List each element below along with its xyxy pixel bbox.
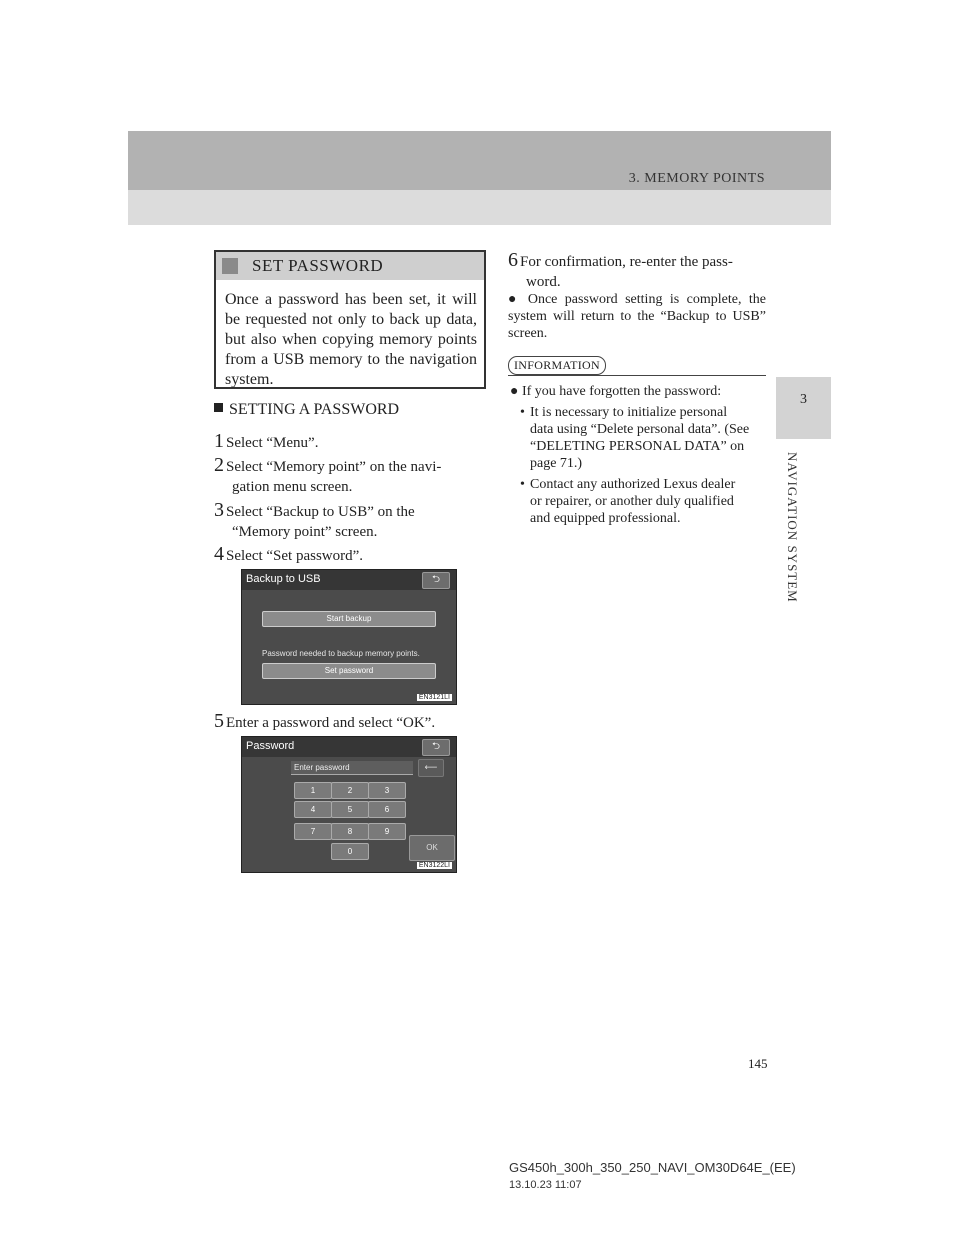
back-button[interactable]: ⮌ <box>422 572 450 589</box>
dot-icon: • <box>520 405 525 420</box>
information-rule <box>508 375 766 376</box>
chapter-label: NAVIGATION SYSTEM <box>785 452 800 603</box>
page-header <box>128 131 831 225</box>
password-input[interactable]: Enter password <box>291 761 413 775</box>
key-0[interactable]: 0 <box>331 843 369 860</box>
subheading-text: SETTING A PASSWORD <box>229 401 400 418</box>
info-item-text: It is necessary to initialize personal <box>530 405 728 420</box>
square-bullet-icon <box>214 403 223 412</box>
info-item-2 <box>520 476 756 527</box>
screen-title-bar <box>242 570 456 590</box>
backspace-button[interactable]: ⟵ <box>418 759 444 777</box>
screen-title: Backup to USB <box>246 573 321 585</box>
step-text-cont: “Memory point” screen. <box>232 524 378 540</box>
chapter-number: 3 <box>800 392 807 407</box>
info-bullet-text: If you have forgotten the password: <box>521 384 722 399</box>
step-number: 1 <box>214 430 224 452</box>
subheading <box>214 401 399 419</box>
key-1[interactable]: 1 <box>294 782 332 799</box>
key-7[interactable]: 7 <box>294 823 332 840</box>
key-2[interactable]: 2 <box>331 782 369 799</box>
key-9[interactable]: 9 <box>368 823 406 840</box>
key-5[interactable]: 5 <box>331 801 369 818</box>
info-item-text-cont: data using “Delete personal data”. (See “DELETING PERSONAL DATA” on page 71.) <box>530 422 750 471</box>
footer-doc-id: GS450h_300h_350_250_NAVI_OM30D64E_(EE) <box>509 1160 796 1175</box>
key-6[interactable]: 6 <box>368 801 406 818</box>
section-title: SET PASSWORD <box>252 256 384 275</box>
screen-title-bar <box>242 737 456 757</box>
information-tag: INFORMATION <box>508 356 606 375</box>
password-note: Password needed to backup memory points. <box>262 649 420 658</box>
step-number: 6 <box>508 249 518 271</box>
header-title: 3. MEMORY POINTS <box>628 171 765 186</box>
dot-icon: • <box>520 477 525 492</box>
chapter-tab <box>776 377 831 439</box>
password-screen <box>241 736 457 873</box>
backup-to-usb-screen <box>241 569 457 705</box>
step-3 <box>214 500 482 542</box>
section-box <box>214 250 486 389</box>
ok-button[interactable]: OK <box>409 835 455 861</box>
step-text-cont: word. <box>526 274 561 290</box>
round-bullet-icon: ● <box>508 292 521 307</box>
footer-timestamp: 13.10.23 11:07 <box>509 1179 582 1191</box>
figure-code: EN3122LI <box>418 862 450 869</box>
step-text: For confirmation, re-enter the pass- <box>520 254 733 270</box>
step-text: Select “Set password”. <box>226 548 364 564</box>
section-body: Once a password has been set, it will be requested not only to back up data, but also when copying memory points from a USB memory to the navigation system. <box>225 291 477 388</box>
step-number: 2 <box>214 454 224 476</box>
step-text: Select “Backup to USB” on the <box>226 504 415 520</box>
step-4 <box>214 544 482 566</box>
round-bullet-icon: ● <box>510 384 519 399</box>
key-4[interactable]: 4 <box>294 801 332 818</box>
step-number: 3 <box>214 499 224 521</box>
start-backup-button[interactable]: Start backup <box>262 611 436 627</box>
step-text: Select “Menu”. <box>226 435 319 451</box>
page-number: 145 <box>748 1056 768 1071</box>
step-5 <box>214 711 482 733</box>
section-square-icon <box>222 258 238 274</box>
info-item-text-cont: or repairer, or another duly qualified and equipped professional. <box>530 494 734 526</box>
figure-code: EN3121LI <box>418 694 450 701</box>
step-number: 4 <box>214 543 224 565</box>
step-text-cont: gation menu screen. <box>232 479 353 495</box>
key-3[interactable]: 3 <box>368 782 406 799</box>
step-6 <box>508 250 770 292</box>
section-header <box>216 252 484 280</box>
step-2 <box>214 455 482 497</box>
completion-note-text: Once password setting is complete, the system will return to the “Backup to USB” screen. <box>508 292 766 341</box>
step-text: Select “Memory point” on the navi- <box>226 459 442 475</box>
step-1 <box>214 431 482 453</box>
completion-note <box>508 291 766 342</box>
step-text: Enter a password and select “OK”. <box>226 715 436 731</box>
info-item-text: Contact any authorized Lexus dealer <box>530 477 736 492</box>
info-item-1 <box>520 404 756 472</box>
key-8[interactable]: 8 <box>331 823 369 840</box>
step-number: 5 <box>214 710 224 732</box>
set-password-button[interactable]: Set password <box>262 663 436 679</box>
info-bullet <box>510 383 721 400</box>
back-button[interactable]: ⮌ <box>422 739 450 756</box>
screen-title: Password <box>246 740 295 752</box>
